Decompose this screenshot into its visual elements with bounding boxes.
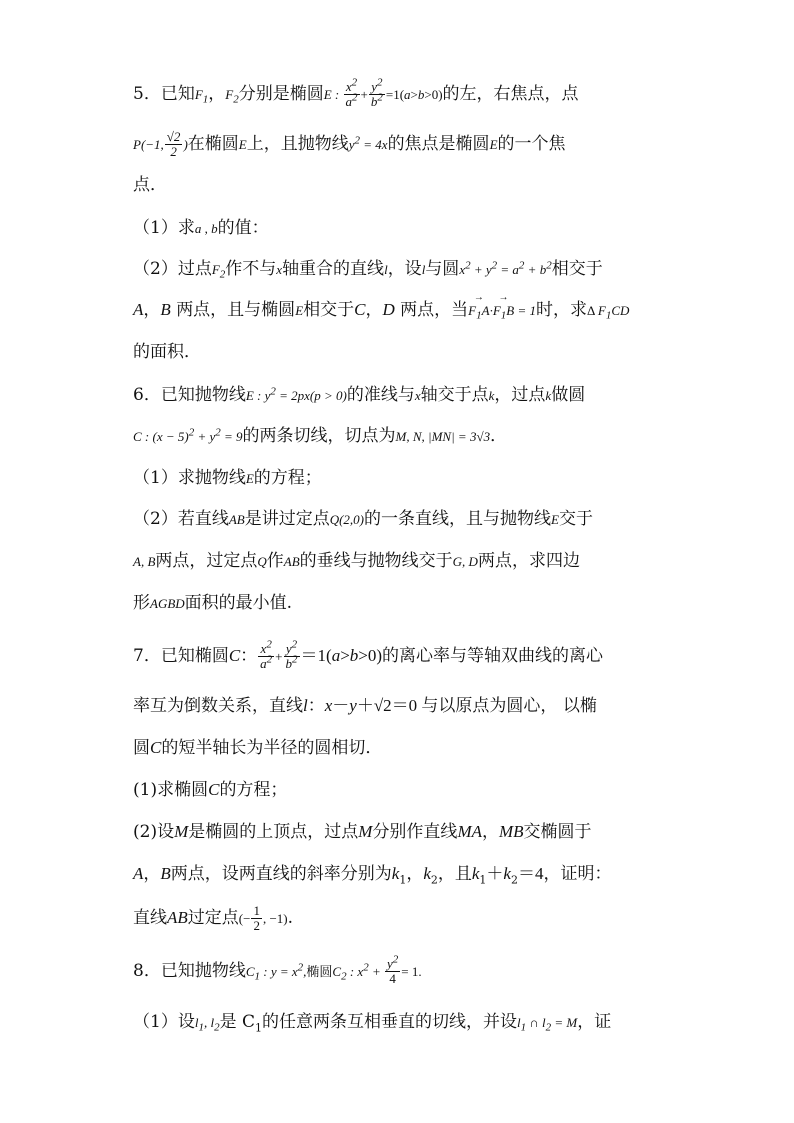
p5-number: 5． <box>133 84 161 104</box>
p7-line1: 7．已知椭圆C： $\frac{x^2}{a^2}$ + $\frac{y^2}{b^2}$ ＝1(a>b>0)的离心率与等轴双曲线的离心 <box>133 638 604 671</box>
p5-line3 <box>133 173 167 197</box>
p7-text: ，且 <box>437 864 472 884</box>
p7-q1: (1)求椭圆C的方程； <box>133 780 288 800</box>
p6-text: ，过点 <box>494 385 546 405</box>
p5-text: 在椭圆 <box>187 134 239 154</box>
p7-text: 分别作直线 <box>372 822 458 842</box>
p6-text: 是讲过定点 <box>244 509 330 529</box>
p5-text: 的一个焦 <box>497 134 566 154</box>
p5-text: 分别是椭圆 <box>238 84 324 104</box>
p7-text: ，证明： <box>543 864 612 884</box>
p7-q2-line2: A，B两点，设两直线的斜率分别为$k_1$，$k_2$，且$k_1+k_2=4$，证明： <box>133 864 612 887</box>
p7-text: 是椭圆的上顶点，过点 <box>188 822 359 842</box>
p7-text: ， <box>481 822 499 842</box>
p6-text: 面积的最小值. <box>184 593 293 613</box>
p8-frac: $\frac{y^2}{4}$ <box>386 953 399 986</box>
p7-text: 的离心率与等轴双曲线的离心 <box>382 646 604 666</box>
p6-q2-line3: 形AGBD面积的最小值. <box>133 593 293 613</box>
p5-text: 相交于 <box>303 300 355 320</box>
p5-text: 的面积． <box>133 342 201 362</box>
p6-q1: （1）求抛物线E的方程； <box>133 468 322 488</box>
p6-line2: C : $(x - 5)^2 + y^2 = 9$的两条切线，切点为M, N, |MN| = 3√3． <box>133 426 508 446</box>
p5-text: 的值： <box>217 218 269 238</box>
p7-frac: $\frac{1}{2}$ <box>253 903 260 933</box>
p5-text: （2）过点 <box>133 259 212 279</box>
p8-q1-line1: （1）设$l_1$, $l_2$是 $C_1$的任意两条互相垂直的切线，并设$l_1$ ∩ $l_2 = M$，证 <box>133 1012 612 1035</box>
p5-math: P(−1, <box>133 137 164 152</box>
p7-text: 两点，设两直线的斜率分别为 <box>170 864 392 884</box>
p7-text: ， <box>143 864 161 884</box>
p8-text: 是 C <box>219 1012 255 1032</box>
p5-line2: P(−1, $\frac{√2}{2}$ )在椭圆E上，且抛物线$y^2 = 4x$的焦点是椭圆E的一个焦 <box>133 129 566 159</box>
p5-text: 轴重合的直线 <box>282 259 385 279</box>
p8-text: 的任意两条互相垂直的切线，并设 <box>262 1012 517 1032</box>
p7-text: 率互为倒数关系，直线 <box>133 696 303 716</box>
p6-text: 作 <box>266 551 284 571</box>
p7-text: ： <box>240 646 258 666</box>
p7-text: 与以原点为圆心， 以椭 <box>421 696 597 716</box>
p7-text: 的短半轴长为半径的圆相切． <box>161 738 383 758</box>
p7-line2: 率互为倒数关系，直线l：x－y＋√2＝0 与以原点为圆心， 以椭 <box>133 696 597 716</box>
p8-text: 已知抛物线 <box>160 961 246 981</box>
p7-text: 已知椭圆 <box>160 646 229 666</box>
p6-q2-line1: （2）若直线AB是讲过定点Q(2,0)的一条直线，且与抛物线E交于 <box>133 509 593 529</box>
p5-frac: $\frac{y^2}{b^2}$ <box>370 76 383 109</box>
p6-text: 的方程； <box>253 468 322 488</box>
p7-text: 交椭圆于 <box>523 822 592 842</box>
p7-line3: 圆C的短半轴长为半径的圆相切． <box>133 738 383 758</box>
p7-text: 的方程； <box>219 780 288 800</box>
p7-text: 直线 <box>133 908 167 928</box>
p5-line1: 5．已知$F_1$，$F_2$分别是椭圆E : $\frac{x^2}{a^2}$ + $\frac{y^2}{b^2}$ =1(a>b>0)的左，右焦点，点 <box>133 76 579 109</box>
p5-text: 与圆 <box>425 259 460 279</box>
p5-q1: （1）求a , b的值： <box>133 218 269 238</box>
p7-frac: $\frac{y^2}{b^2}$ <box>285 638 298 671</box>
p6-text: ． <box>490 426 508 446</box>
p5-text: ，设 <box>387 259 422 279</box>
p5-text: 上，且抛物线 <box>246 134 349 154</box>
p5-text: 的左，右焦点，点 <box>442 84 579 104</box>
p6-number: 6． <box>133 385 161 405</box>
p5-text: 两点，当 <box>400 300 469 320</box>
p5-q2-line1: （2）过点$F_2$作不与x轴重合的直线l，设l与圆$x^2 + y^2 = a^2 + b^2$相交于 <box>133 259 603 281</box>
p5-math: $F_1$ <box>194 87 209 106</box>
p6-text: 的准线与 <box>346 385 415 405</box>
p7-q2-line1: (2)设M是椭圆的上顶点，过点M分别作直线MA，MB交椭圆于 <box>133 822 592 842</box>
p5-text: 的焦点是椭圆 <box>387 134 490 154</box>
p6-text: 的两条切线，切点为 <box>242 426 396 446</box>
p5-q2-line2: A，B 两点，且与椭圆E相交于C，D 两点，当→ $F_1A\cdot\to F_1B = 1$时，求Δ $F_1CD$ <box>133 298 629 323</box>
p5-text: 已知 <box>160 84 195 104</box>
p5-math: $F_2$ <box>225 87 239 106</box>
p8-number: 8． <box>133 961 161 981</box>
p6-text: 交于 <box>558 509 593 529</box>
p5-math: E : <box>323 87 343 102</box>
p7-text: (2)设 <box>133 822 175 842</box>
p6-text: 两点，求四边 <box>477 551 580 571</box>
p5-text: 时，求 <box>536 300 588 320</box>
p6-text: （2）若直线 <box>133 509 229 529</box>
p7-text: . <box>287 908 294 928</box>
p6-text: 两点，过定点 <box>155 551 258 571</box>
p5-text: 作不与 <box>225 259 277 279</box>
p5-text: 点． <box>133 175 167 195</box>
p6-text: 做圆 <box>551 385 586 405</box>
p5-frac: $\frac{x^2}{a^2}$ <box>345 76 358 109</box>
p5-frac: $\frac{√2}{2}$ <box>166 129 181 159</box>
p7-frac: $\frac{x^2}{a^2}$ <box>260 638 273 671</box>
p6-q2-line2: A, B两点，过定点Q作AB的垂线与抛物线交于G, D两点，求四边 <box>133 551 580 571</box>
p5-text: 两点，且与椭圆 <box>176 300 296 320</box>
p7-number: 7． <box>133 646 161 666</box>
p6-text: 的一条直线，且与抛物线 <box>364 509 552 529</box>
p7-q2-line3: 直线AB过定点(− $\frac{1}{2}$ , −1). <box>133 903 294 933</box>
p5-q2-line3 <box>133 340 201 364</box>
p6-text: 的垂线与抛物线交于 <box>299 551 453 571</box>
p6-text: 形 <box>133 593 150 613</box>
p7-text: (1)求椭圆 <box>133 780 209 800</box>
p7-text: ， <box>406 864 424 884</box>
p8-text: （1）设 <box>133 1012 195 1032</box>
p5-text: （1）求 <box>133 218 195 238</box>
p5-text: 相交于 <box>551 259 603 279</box>
p6-text: （1）求抛物线 <box>133 468 246 488</box>
p8-text: ，证 <box>577 1012 612 1032</box>
p8-line1: 8．已知抛物线$C_1$ : $y = x^2$,椭圆$C_2$ : $x^2$ + $\frac{y^2}{4}$ = 1. <box>133 953 422 986</box>
p6-line1: 6．已知抛物线E : $y^2 = 2px(p > 0)$的准线与x轴交于点k，过点k做圆 <box>133 385 586 405</box>
p6-text: 轴交于点 <box>420 385 489 405</box>
p6-text: 已知抛物线 <box>160 385 246 405</box>
p7-text: 过定点 <box>187 908 239 928</box>
p5-text: ， <box>208 84 226 104</box>
p7-text: 圆 <box>133 738 150 758</box>
